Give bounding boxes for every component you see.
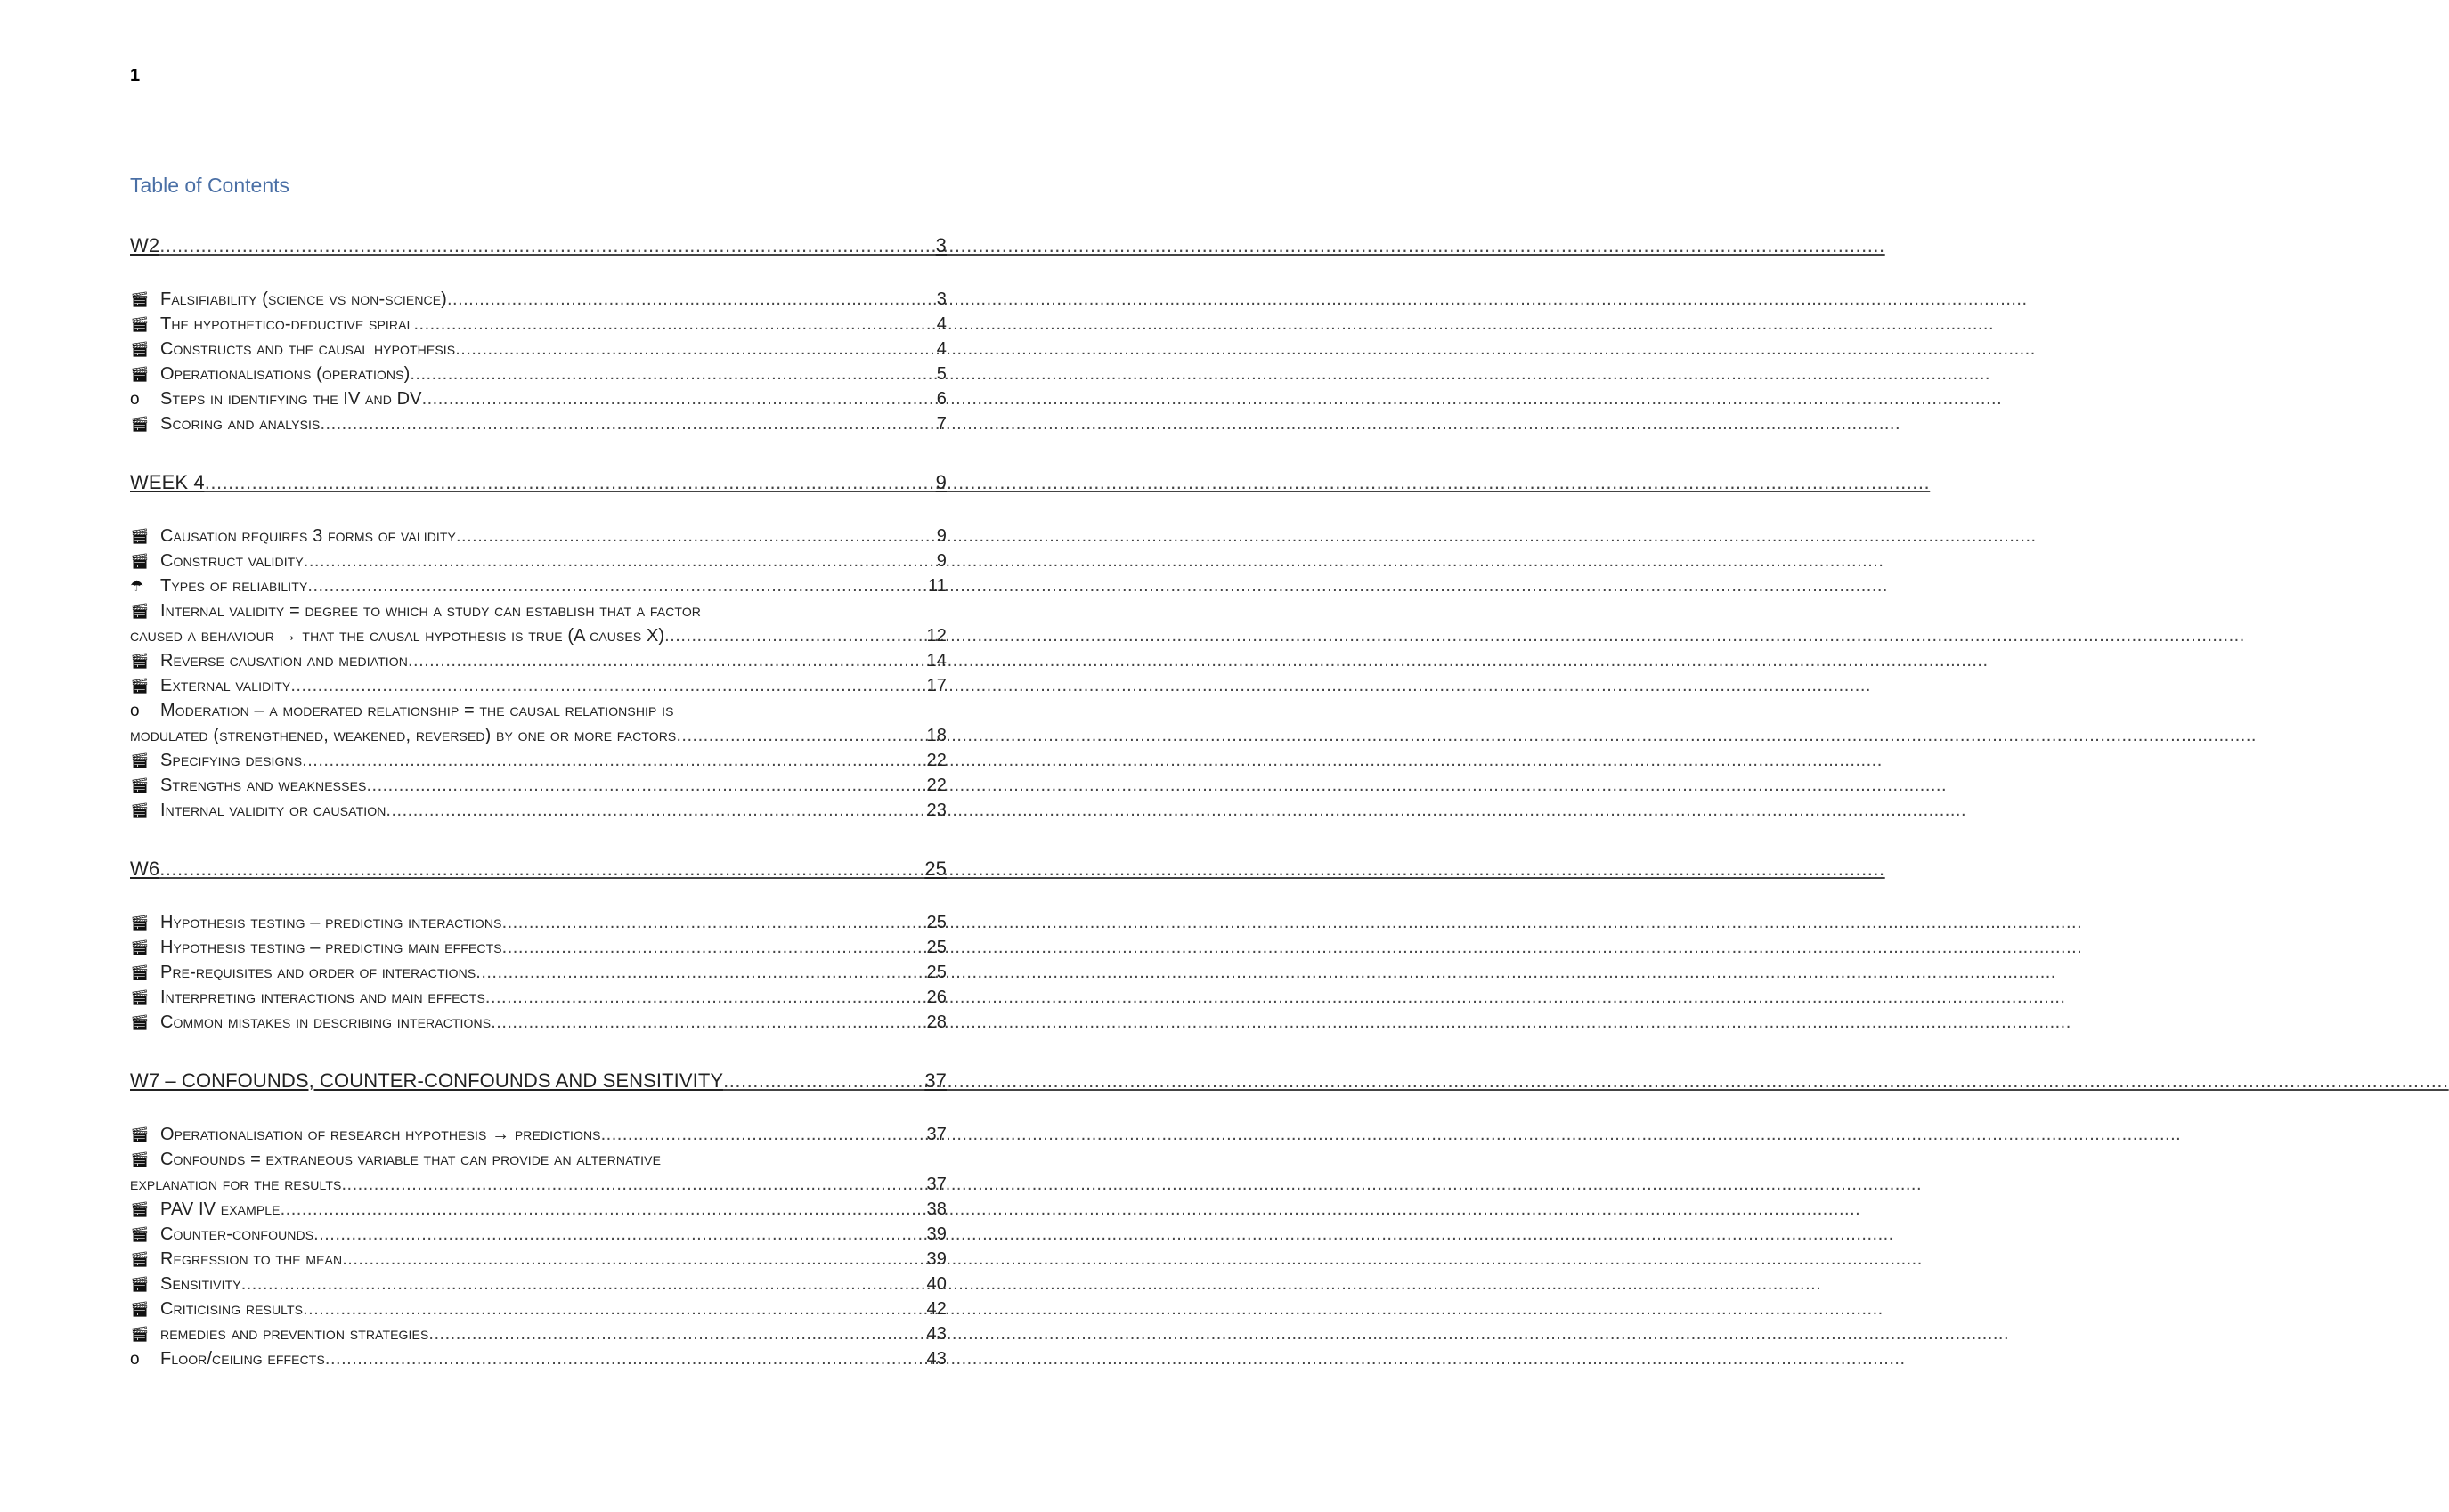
- clapper-icon: 🎬︎: [130, 291, 150, 308]
- toc-page-number: 40: [926, 1274, 947, 1294]
- toc-entry[interactable]: [130, 337, 947, 362]
- toc-entry[interactable]: [130, 698, 947, 723]
- clapper-icon: 🎬︎: [130, 1126, 150, 1143]
- toc-entry-text-cont: explanation for the results: [130, 1175, 342, 1194]
- toc-entry-text: Hypothesis testing – predicting interactions: [160, 913, 502, 932]
- dot-leader: [491, 1010, 925, 1035]
- toc-entry[interactable]: [130, 1122, 947, 1147]
- clapper-icon: 🎬︎: [130, 802, 150, 819]
- toc-entry[interactable]: [130, 524, 947, 549]
- toc-section-heading[interactable]: [130, 857, 947, 882]
- o-bullet: o: [130, 702, 140, 720]
- clapper-icon: 🎬︎: [130, 653, 150, 670]
- toc-entry-continuation[interactable]: [130, 1172, 947, 1197]
- toc-entry[interactable]: [130, 673, 947, 698]
- toc-entry-text: Pre-requisites and order of interactions: [160, 963, 476, 982]
- dot-leader: [307, 573, 927, 598]
- toc-page-number: 9: [935, 471, 947, 493]
- toc-page-number: 4: [936, 339, 947, 359]
- clapper-icon: 🎬︎: [130, 1151, 150, 1168]
- toc-entry[interactable]: [130, 773, 947, 798]
- toc-section-heading[interactable]: [130, 233, 947, 258]
- toc-page-number: 25: [926, 913, 947, 932]
- dot-leader: [290, 673, 925, 698]
- dot-leader: [664, 623, 925, 648]
- clapper-icon: 🎬︎: [130, 915, 150, 931]
- toc-entry[interactable]: [130, 910, 947, 935]
- dot-leader: [341, 1172, 925, 1197]
- dot-leader: [159, 233, 934, 258]
- toc-page-number: 37: [924, 1069, 947, 1092]
- toc-entry-text: Internal validity = degree to which a study can establish that a factor: [160, 601, 702, 621]
- toc-entry-text: Moderation – a moderated relationship = the causal relationship is: [160, 701, 674, 720]
- section-spacer: [130, 1035, 947, 1061]
- toc-entry-text: Falsifiability (science vs non-science): [160, 289, 447, 309]
- toc-entry[interactable]: [130, 287, 947, 312]
- toc-page-number: 26: [926, 988, 947, 1007]
- clapper-icon: 🎬︎: [130, 1326, 150, 1343]
- toc-page-number: 37: [926, 1125, 947, 1144]
- toc-entry[interactable]: [130, 985, 947, 1010]
- dot-leader: [408, 648, 926, 673]
- toc-entry-text: Causation requires 3 forms of validity: [160, 526, 456, 546]
- dot-leader: [455, 337, 936, 362]
- toc-entry-text: Counter-confounds: [160, 1224, 314, 1244]
- toc-entry-text: Construct validity: [160, 551, 304, 571]
- toc-page-number: 38: [926, 1199, 947, 1219]
- toc-page-number: 43: [926, 1349, 947, 1369]
- o-bullet: o: [130, 1350, 140, 1369]
- toc-page-number: 11: [928, 576, 947, 596]
- toc-entry-continuation[interactable]: [130, 623, 947, 648]
- toc-entry-text: Criticising results: [160, 1299, 304, 1319]
- dot-leader: [676, 723, 925, 748]
- dot-leader: [428, 1321, 925, 1346]
- dot-leader: [320, 411, 935, 436]
- toc-entry[interactable]: [130, 1197, 947, 1222]
- toc-entry-text: Regression to the mean: [160, 1249, 343, 1269]
- clapper-icon: 🎬︎: [130, 678, 150, 695]
- umbrella-icon: ☂: [130, 578, 144, 595]
- toc-entry-text: Specifying designs: [160, 751, 303, 770]
- toc-entry[interactable]: [130, 1297, 947, 1321]
- clapper-icon: 🎬︎: [130, 752, 150, 769]
- toc-entry[interactable]: [130, 748, 947, 773]
- toc-page-number: 25: [926, 938, 947, 957]
- toc-entry[interactable]: [130, 1272, 947, 1297]
- toc-page-number: 22: [926, 751, 947, 770]
- toc-page-number: 14: [926, 651, 947, 671]
- clapper-icon: 🎬︎: [130, 528, 150, 545]
- toc-heading-text: W2: [130, 234, 160, 256]
- toc-entry[interactable]: [130, 312, 947, 337]
- toc-entry-text: Common mistakes in describing interactions: [160, 1012, 492, 1032]
- toc-entry-text: Floor/ceiling effects: [160, 1349, 325, 1369]
- toc-entry[interactable]: [130, 1321, 947, 1346]
- clapper-icon: 🎬︎: [130, 366, 150, 383]
- toc-title: Table of Contents: [130, 174, 290, 197]
- toc-page-number: 25: [926, 963, 947, 982]
- toc-entry-text: Confounds = extraneous variable that can provide an alternative: [160, 1150, 662, 1169]
- dot-leader: [476, 960, 925, 985]
- toc-entry-text: Strengths and weaknesses: [160, 776, 367, 795]
- o-bullet: o: [130, 390, 140, 409]
- dot-leader: [485, 985, 926, 1010]
- clapper-icon: 🎬︎: [130, 553, 150, 570]
- toc-entry[interactable]: [130, 549, 947, 573]
- clapper-icon: 🎬︎: [130, 1251, 150, 1268]
- toc-entry[interactable]: [130, 1222, 947, 1247]
- clapper-icon: 🎬︎: [130, 777, 150, 794]
- table-of-contents: [130, 233, 947, 1398]
- toc-entry-text: remedies and prevention strategies: [160, 1324, 429, 1344]
- toc-entry[interactable]: [130, 1346, 947, 1371]
- toc-page-number: 12: [926, 626, 947, 646]
- dot-leader: [281, 1197, 926, 1222]
- toc-entry-continuation[interactable]: [130, 723, 947, 748]
- toc-entry-text: Scoring and analysis: [160, 414, 321, 434]
- toc-page-number: 6: [936, 389, 947, 409]
- toc-entry-text: Constructs and the causal hypothesis: [160, 339, 456, 359]
- toc-page-number: 3: [935, 234, 947, 256]
- toc-page-number: 23: [926, 801, 947, 820]
- toc-entry-text: Steps in identifying the IV and DV: [160, 389, 422, 409]
- toc-entry[interactable]: [130, 573, 947, 598]
- toc-page-number: 5: [936, 364, 947, 384]
- toc-entry-text: Hypothesis testing – predicting main effects: [160, 938, 502, 957]
- dot-leader: [410, 362, 935, 386]
- toc-page-number: 3: [936, 289, 947, 309]
- dot-leader: [456, 524, 936, 549]
- toc-entry[interactable]: [130, 386, 947, 411]
- dot-leader: [502, 910, 926, 935]
- toc-entry[interactable]: [130, 798, 947, 823]
- toc-page-number: 9: [936, 526, 947, 546]
- clapper-icon: 🎬︎: [130, 1276, 150, 1293]
- toc-entry[interactable]: [130, 598, 947, 623]
- toc-entry[interactable]: [130, 1147, 947, 1172]
- toc-entry-text: Interpreting interactions and main effects: [160, 988, 485, 1007]
- toc-page-number: 25: [924, 858, 947, 880]
- toc-page-number: 9: [936, 551, 947, 571]
- dot-leader: [422, 386, 936, 411]
- dot-leader: [386, 798, 925, 823]
- dot-leader: [447, 287, 936, 312]
- toc-page-number: 18: [926, 726, 947, 745]
- toc-entry[interactable]: [130, 935, 947, 960]
- toc-entry[interactable]: [130, 411, 947, 436]
- toc-page-number: 17: [926, 676, 947, 695]
- clapper-icon: 🎬︎: [130, 316, 150, 333]
- toc-entry-text: Sensitivity: [160, 1274, 241, 1294]
- clapper-icon: 🎬︎: [130, 603, 150, 620]
- dot-leader: [723, 1069, 923, 1093]
- toc-entry[interactable]: [130, 1010, 947, 1035]
- toc-entry[interactable]: [130, 960, 947, 985]
- section-spacer: [130, 823, 947, 849]
- clapper-icon: 🎬︎: [130, 939, 150, 956]
- toc-entry-text: Types of reliability: [160, 576, 308, 596]
- document-page: [0, 0, 1069, 1512]
- toc-entry[interactable]: [130, 648, 947, 673]
- toc-page-number: 4: [936, 314, 947, 334]
- toc-page-number: 42: [926, 1299, 947, 1319]
- toc-page-number: 43: [926, 1324, 947, 1344]
- toc-page-number: 39: [926, 1249, 947, 1269]
- clapper-icon: 🎬︎: [130, 1014, 150, 1031]
- clapper-icon: 🎬︎: [130, 416, 150, 433]
- dot-leader: [325, 1346, 926, 1371]
- dot-leader: [302, 748, 925, 773]
- toc-entry-text: Operationalisation of research hypothesis → predictions: [160, 1125, 601, 1144]
- toc-entry[interactable]: [130, 362, 947, 386]
- dot-leader: [502, 935, 926, 960]
- dot-leader: [313, 1222, 925, 1247]
- toc-entry-text-cont: modulated (strengthened, weakened, reversed) by one or more factors: [130, 726, 677, 745]
- toc-heading-text: W6: [130, 858, 160, 880]
- clapper-icon: 🎬︎: [130, 989, 150, 1006]
- section-spacer: [130, 1371, 947, 1398]
- toc-section-heading[interactable]: [130, 1069, 947, 1093]
- toc-heading-text: WEEK 4: [130, 471, 205, 493]
- toc-entry[interactable]: [130, 1247, 947, 1272]
- clapper-icon: 🎬︎: [130, 1226, 150, 1243]
- toc-entry-text: Operationalisations (operations): [160, 364, 411, 384]
- dot-leader: [241, 1272, 926, 1297]
- dot-leader: [303, 1297, 925, 1321]
- toc-entry-text: Reverse causation and mediation: [160, 651, 408, 671]
- clapper-icon: 🎬︎: [130, 1201, 150, 1218]
- toc-page-number: 39: [926, 1224, 947, 1244]
- dot-leader: [342, 1247, 925, 1272]
- dot-leader: [304, 549, 936, 573]
- toc-page-number: 7: [936, 414, 947, 434]
- toc-entry-text: The hypothetico-deductive spiral: [160, 314, 414, 334]
- toc-entry-text: Internal validity or causation: [160, 801, 386, 820]
- clapper-icon: 🎬︎: [130, 1301, 150, 1318]
- dot-leader: [205, 470, 935, 495]
- toc-heading-text: W7 – CONFOUNDS, COUNTER-CONFOUNDS AND SENSITIVITY: [130, 1069, 724, 1092]
- toc-entry-text: PAV IV example: [160, 1199, 281, 1219]
- dot-leader: [159, 857, 923, 882]
- toc-entry-text-cont: caused a behaviour → that the causal hypothesis is true (A causes X): [130, 626, 665, 646]
- toc-page-number: 37: [926, 1175, 947, 1194]
- dot-leader: [601, 1122, 926, 1147]
- clapper-icon: 🎬︎: [130, 964, 150, 981]
- page-number: 1: [130, 66, 141, 85]
- toc-page-number: 22: [926, 776, 947, 795]
- toc-entry-text: External validity: [160, 676, 291, 695]
- clapper-icon: 🎬︎: [130, 341, 150, 358]
- toc-page-number: 28: [926, 1012, 947, 1032]
- section-spacer: [130, 436, 947, 463]
- toc-section-heading[interactable]: [130, 470, 947, 495]
- dot-leader: [413, 312, 935, 337]
- dot-leader: [366, 773, 925, 798]
